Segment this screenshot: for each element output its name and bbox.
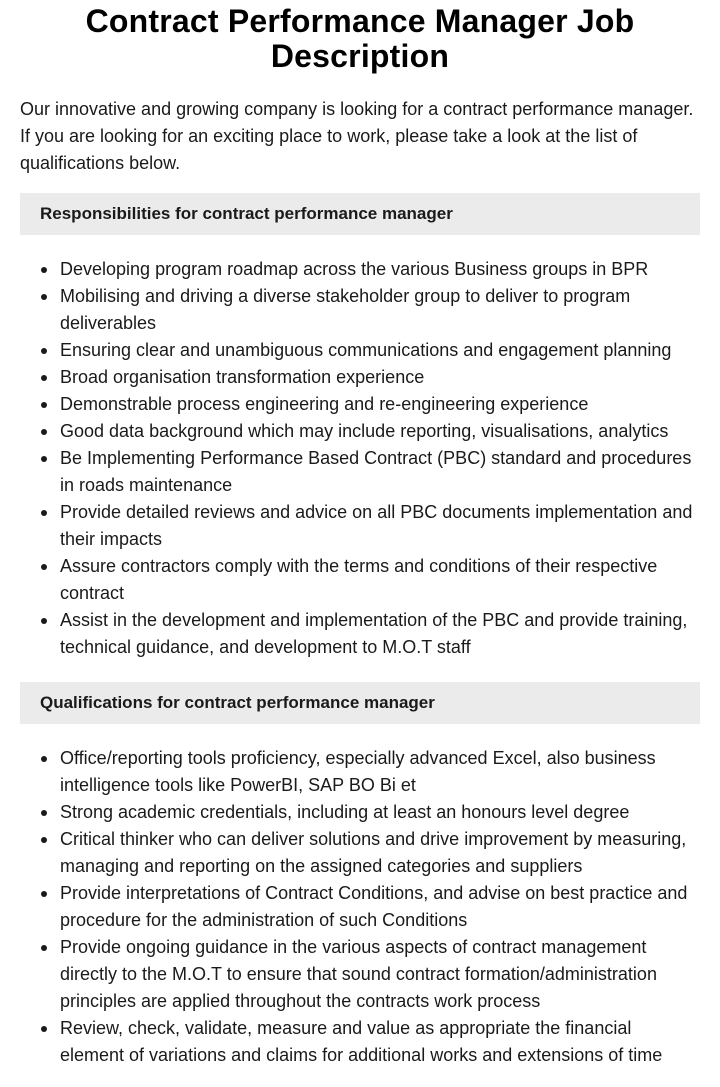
list-item-text: Strong academic credentials, including at least an honours level degree (60, 802, 630, 822)
bullet-icon (41, 456, 47, 462)
bullet-icon (41, 810, 47, 816)
list-item (60, 553, 700, 607)
list-item (60, 445, 700, 499)
list-item (60, 934, 700, 1015)
list-item (60, 607, 700, 661)
qualifications-heading: Qualifications for contract performance manager (20, 682, 700, 724)
bullet-icon (41, 618, 47, 624)
list-item-text: Office/reporting tools proficiency, especially advanced Excel, also business intelligence tools like PowerBI, SAP BO Bi et (60, 748, 656, 795)
list-item (60, 418, 700, 445)
list-item (60, 826, 700, 880)
list-item-text: Ensuring clear and unambiguous communications and engagement planning (60, 340, 672, 360)
list-item-text: Provide detailed reviews and advice on all PBC documents implementation and their impacts (60, 502, 693, 549)
list-item-text: Assist in the development and implementation of the PBC and provide training, technical guidance, and development to M.O.T staff (60, 610, 688, 657)
list-item-text: Developing program roadmap across the various Business groups in BPR (60, 259, 649, 279)
list-item-text: Critical thinker who can deliver solutions and drive improvement by measuring, managing and reporting on the assigned categories and suppliers (60, 829, 687, 876)
qualifications-list (20, 745, 700, 1069)
list-item-text: Assure contractors comply with the terms and conditions of their respective contract (60, 556, 658, 603)
page-title: Contract Performance Manager Job Description (85, 3, 635, 74)
bullet-icon (41, 348, 47, 354)
list-item-text: Good data background which may include reporting, visualisations, analytics (60, 421, 669, 441)
list-item-text: Broad organisation transformation experience (60, 367, 425, 387)
intro-paragraph: Our innovative and growing company is looking for a contract performance manager. If you are looking for an exciting place to work, please take a look at the list of qualifications below. (20, 99, 694, 173)
bullet-icon (41, 294, 47, 300)
responsibilities-heading: Responsibilities for contract performance manager (20, 193, 700, 235)
list-item (60, 391, 700, 418)
list-item (60, 283, 700, 337)
bullet-icon (41, 564, 47, 570)
bullet-icon (41, 375, 47, 381)
list-item (60, 499, 700, 553)
list-item-text: Mobilising and driving a diverse stakeholder group to deliver to program deliverables (60, 286, 631, 333)
bullet-icon (41, 837, 47, 843)
bullet-icon (41, 891, 47, 897)
bullet-icon (41, 756, 47, 762)
bullet-icon (41, 945, 47, 951)
responsibilities-list (20, 256, 700, 661)
list-item (60, 799, 700, 826)
list-item (60, 256, 700, 283)
list-item-text: Be Implementing Performance Based Contract (PBC) standard and procedures in roads maintenance (60, 448, 692, 495)
bullet-icon (41, 1026, 47, 1032)
list-item (60, 337, 700, 364)
list-item (60, 364, 700, 391)
list-item-text: Provide ongoing guidance in the various aspects of contract management directly to the M.O.T to ensure that sound contract formation/administration principles are applied throughout the contracts work process (60, 937, 657, 1011)
list-item-text: Review, check, validate, measure and value as appropriate the financial element of variations and claims for additional works and extensions of time (60, 1018, 663, 1065)
bullet-icon (41, 402, 47, 408)
list-item-text: Demonstrable process engineering and re-engineering experience (60, 394, 589, 414)
bullet-icon (41, 510, 47, 516)
list-item-text: Provide interpretations of Contract Conditions, and advise on best practice and procedure for the administration of such Conditions (60, 883, 688, 930)
list-item (60, 745, 700, 799)
bullet-icon (41, 429, 47, 435)
list-item (60, 880, 700, 934)
bullet-icon (41, 267, 47, 273)
list-item (60, 1015, 700, 1069)
